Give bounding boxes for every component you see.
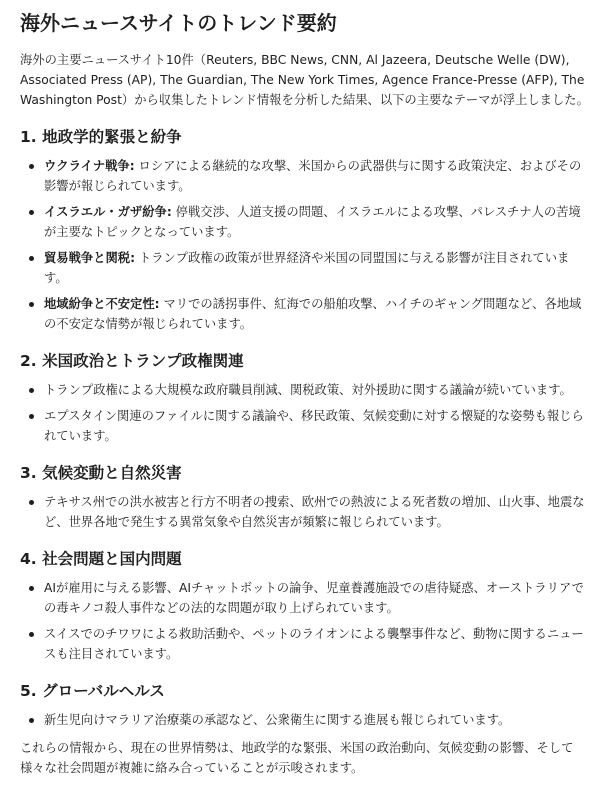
- section-heading: 2. 米国政治とトランプ政権関連: [20, 352, 244, 370]
- list-item: 新生児向けマラリア治療薬の承認など、公衆衛生に関する進展も報じられています。: [20, 710, 595, 730]
- item-lead: 貿易戦争と関税:: [44, 251, 135, 265]
- section-heading: 5. グローバルヘルス: [20, 682, 165, 700]
- bullet-list: [20, 710, 595, 730]
- section-heading: 1. 地政学的緊張と紛争: [20, 128, 182, 146]
- list-item: [20, 156, 595, 196]
- list-item: テキサス州での洪水被害と行方不明者の捜索、欧州での熱波による死者数の増加、山火事、地震など、世界各地で発生する異常気象や自然災害が頻繁に報じられています。: [20, 492, 595, 532]
- section-us-politics: [20, 350, 595, 446]
- item-text: マリでの誘拐事件、紅海での船舶攻撃、ハイチのギャング問題など、各地域の不安定な情勢が報じられています。: [44, 297, 582, 331]
- item-lead: イスラエル・ガザ紛争:: [44, 205, 172, 219]
- item-lead: ウクライナ戦争:: [44, 159, 135, 173]
- bullet-list: [20, 492, 595, 532]
- item-text: ロシアによる継続的な攻撃、米国からの武器供与に関する政策決定、およびその影響が報じられています。: [44, 159, 582, 193]
- list-item: [20, 202, 595, 242]
- bullet-list: [20, 156, 595, 334]
- list-item: トランプ政権による大規模な政府職員削減、関税政策、対外援助に関する議論が続いています。: [20, 380, 595, 400]
- section-climate: [20, 462, 595, 532]
- page-title: 海外ニュースサイトのトレンド要約: [20, 11, 337, 35]
- intro-paragraph: 海外の主要ニュースサイト10件（Reuters, BBC News, CNN, Al Jazeera, Deutsche Welle (DW), Associated Press (AP), The Guardian, The New York Times, Agence France-Presse (AFP), The Washington Post）から収集したトレンド情報を分析した結果、以下の主要なテーマが浮上しました。: [20, 53, 589, 107]
- section-global-health: [20, 680, 595, 730]
- section-heading: 3. 気候変動と自然災害: [20, 464, 182, 482]
- section-geopolitics: [20, 126, 595, 334]
- bullet-list: [20, 380, 595, 446]
- section-heading: 4. 社会問題と国内問題: [20, 550, 182, 568]
- item-lead: 地域紛争と不安定性:: [44, 297, 160, 311]
- bullet-list: [20, 578, 595, 664]
- conclusion-paragraph: これらの情報から、現在の世界情勢は、地政学的な緊張、米国の政治動向、気候変動の影響、そして様々な社会問題が複雑に絡み合っていることが示唆されます。: [20, 741, 574, 775]
- list-item: スイスでのチワワによる救助活動や、ペットのライオンによる襲撃事件など、動物に関するニュースも注目されています。: [20, 624, 595, 664]
- list-item: AIが雇用に与える影響、AIチャットボットの論争、児童養護施設での虐待疑惑、オーストラリアでの毒キノコ殺人事件などの法的な問題が取り上げられています。: [20, 578, 595, 618]
- item-text: トランプ政権の政策が世界経済や米国の同盟国に与える影響が注目されています。: [44, 251, 570, 285]
- list-item: [20, 294, 595, 334]
- section-social: [20, 548, 595, 664]
- item-text: 停戦交渉、人道支援の問題、イスラエルによる攻撃、パレスチナ人の苦境が主要なトピックとなっています。: [44, 205, 581, 239]
- list-item: [20, 248, 595, 288]
- list-item: エプスタイン関連のファイルに関する議論や、移民政策、気候変動に対する懐疑的な姿勢も報じられています。: [20, 406, 595, 446]
